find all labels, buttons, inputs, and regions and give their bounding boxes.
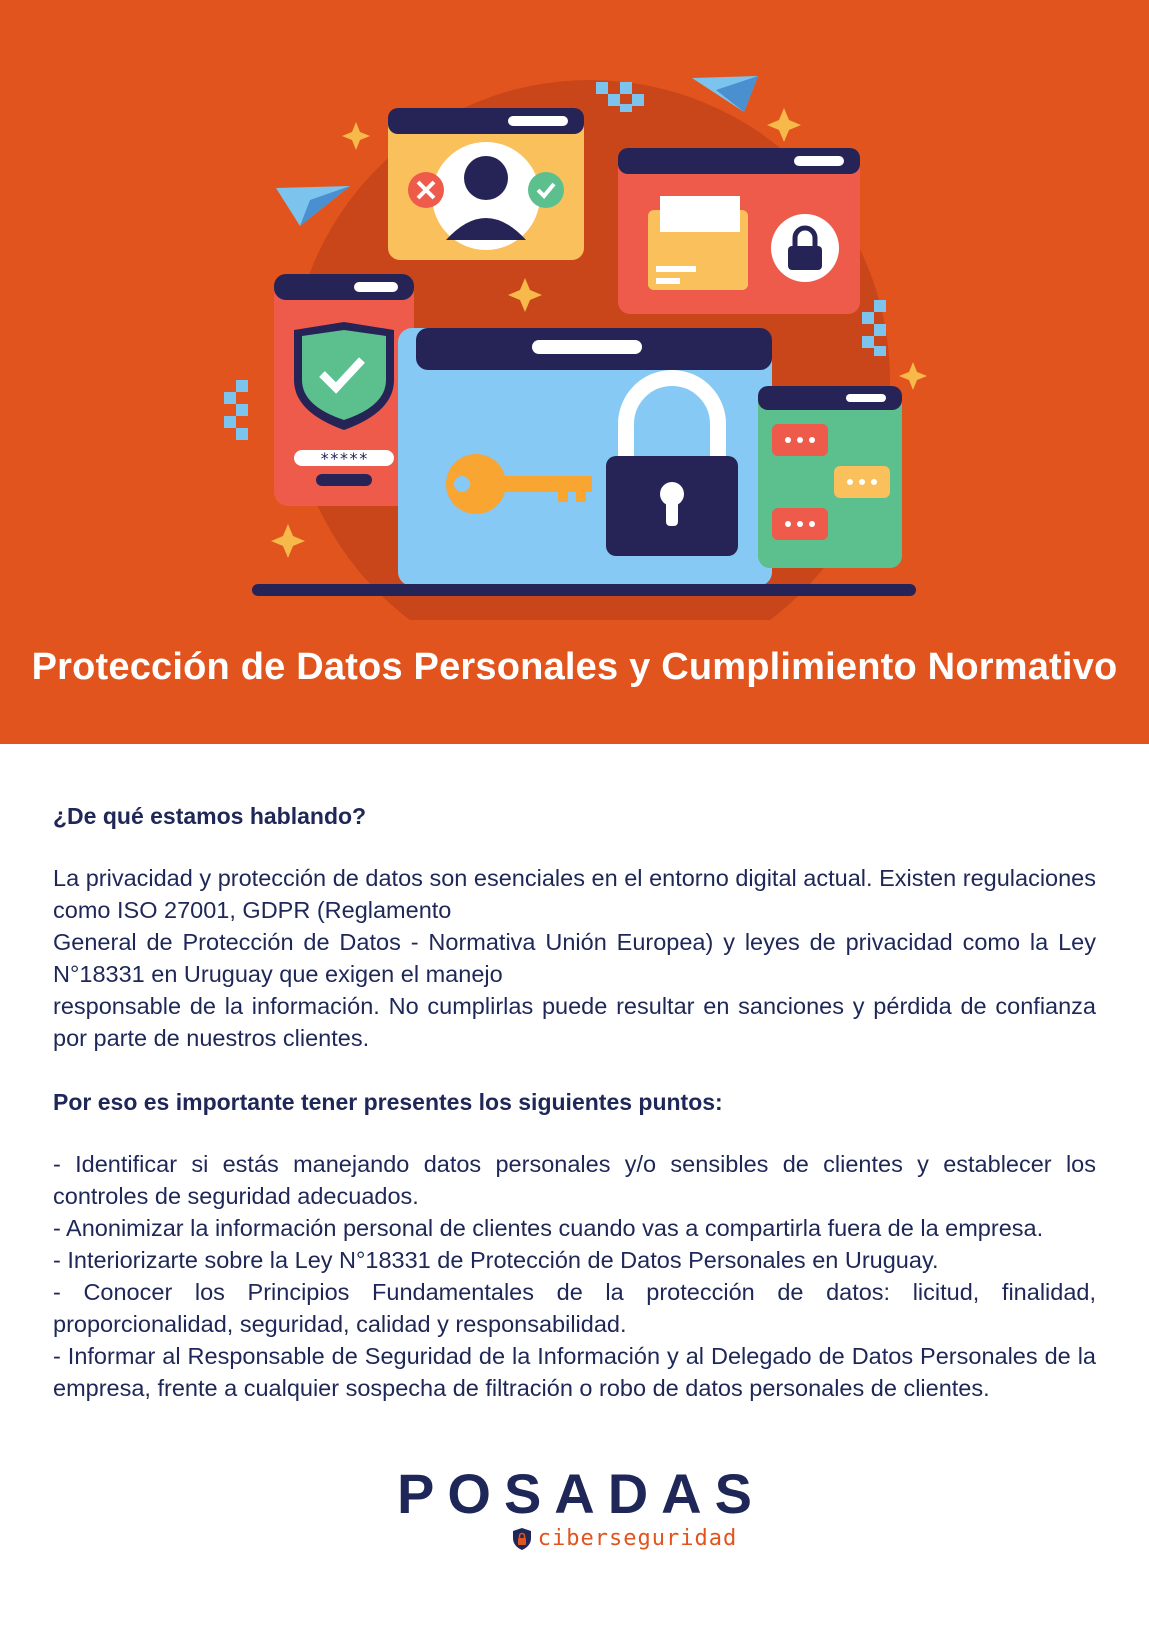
data-security-illustration [0, 0, 1149, 620]
brand-footer [0, 1464, 1149, 1556]
brand-subtitle: ciberseguridad [537, 1526, 738, 1551]
chat-tablet-device [758, 386, 902, 568]
brand-logo: POSADAS [397, 1462, 765, 1525]
desk-line [252, 584, 916, 596]
list-item: - Identificar si estás manejando datos personales y/o sensibles de clientes y establecer los controles de seguridad adecuados. [53, 1151, 1096, 1209]
intro-paragraph [53, 862, 1096, 1054]
list-item: - Informar al Responsable de Seguridad de la Información y al Delegado de Datos Personales de la empresa, frente a cualquier sospecha de filtración o robo de datos personales de clientes. [53, 1343, 1096, 1401]
list-item: - Conocer los Principios Fundamentales de la protección de datos: licitud, finalidad, proporcionalidad, seguridad, calidad y responsabilidad. [53, 1279, 1096, 1337]
main-content [53, 800, 1096, 1404]
brand-subtitle-row [512, 1526, 737, 1551]
points-list [53, 1148, 1096, 1404]
phone-shield-device [274, 274, 414, 506]
page-title: Protección de Datos Personales y Cumplimiento Normativo [31, 646, 1118, 688]
shield-lock-icon [512, 1527, 532, 1551]
intro-line: responsable de la información. No cumplirlas puede resultar en sanciones y pérdida de confianza por parte de nuestros clientes. [53, 993, 1096, 1051]
intro-line: La privacidad y protección de datos son esenciales en el entorno digital actual. Existen regulaciones como ISO 27001, GDPR (Reglamento [53, 865, 1096, 923]
password-mask: ***** [319, 449, 369, 468]
list-item: - Anonimizar la información personal de clientes cuando vas a compartirla fuera de la empresa. [53, 1215, 1044, 1241]
list-item: - Interiorizarte sobre la Ley N°18331 de Protección de Datos Personales en Uruguay. [53, 1247, 939, 1273]
user-verification-window [388, 108, 584, 260]
locked-folder-window [618, 148, 860, 314]
intro-line: General de Protección de Datos - Normativa Unión Europea) y leyes de privacidad como la Ley N°18331 en Uruguay que exigen el manejo [53, 929, 1096, 987]
points-heading: Por eso es importante tener presentes los siguientes puntos: [53, 1089, 723, 1115]
hero-banner [0, 0, 1149, 744]
intro-heading: ¿De qué estamos hablando? [53, 803, 367, 829]
laptop-lock-screen [398, 328, 772, 586]
